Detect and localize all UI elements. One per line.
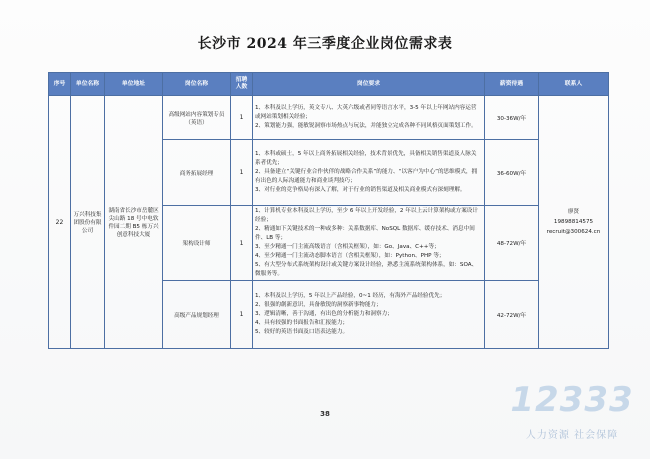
company-address-cell: 湖南省长沙市岳麓区尖山路 18 号中电软件园二期 B5 栋万兴创意科技大厦 <box>105 96 163 349</box>
position-cell: 商务拓展经理 <box>163 140 231 206</box>
requirement-item: 3、逻辑清晰，善于沟通，有出色的分析能力和洞察力； <box>255 311 393 317</box>
contact-name: 廖贤 <box>567 209 580 215</box>
salary-cell: 42-72W/年 <box>485 281 539 349</box>
requirement-item: 1、本科及以上学历，英文专八、大英六级或者同等语言水平，3-5 年以上年网站内容运营或网站策划相关经验； <box>255 105 477 120</box>
contact-phone: 19898814575 <box>553 219 594 225</box>
count-cell: 1 <box>231 281 253 349</box>
count-cell: 1 <box>231 206 253 281</box>
requirement-item: 3、至少精通一门主流高级语言（含相关框架），如：Go、Java、C++等； <box>255 244 440 250</box>
requirements-cell <box>253 140 485 206</box>
position-cell: 高级网站内容策划专员（英语） <box>163 96 231 140</box>
position-cell: 高级产品规划经理 <box>163 281 231 349</box>
page-title: 长沙市 2024 年三季度企业岗位需求表 <box>197 36 453 52</box>
count-cell: 1 <box>231 140 253 206</box>
header-position: 岗位名称 <box>163 73 231 96</box>
contact-email[interactable]: recruit@300624.cn <box>546 229 601 235</box>
table-header-row <box>49 73 609 96</box>
requirement-item: 4、至少精通一门主流动态脚本语言（含相关框架），如：Python、PHP 等； <box>255 253 445 259</box>
requirement-item: 2、很强的創新意识，具备敏锐的洞察新事物能力； <box>255 302 382 308</box>
count-cell: 1 <box>231 96 253 140</box>
contact-cell <box>539 96 609 349</box>
requirement-item: 3、对行业的竞争格局有深入了解，对于行业的销售渠道及相关商业模式有深刻理解。 <box>255 187 466 193</box>
header-count: 招聘人数 <box>231 73 253 96</box>
position-cell: 架构设计师 <box>163 206 231 281</box>
watermark-number: 12333 <box>510 380 634 420</box>
header-requirements: 岗位要求 <box>253 73 485 96</box>
requirement-item: 1、计算机专业本科及以上学历，至少 6 年以上开发经验，2 年以上云计算架构或方案设计经验； <box>255 208 478 223</box>
requirement-item: 2、具备建立“关键行业合作伙伴的战略合作关系”的能力、“以客户为中心”的思维模式，拥有出色的人际沟通能力和商业谈判技巧； <box>255 169 478 184</box>
table-row <box>49 96 609 140</box>
requirements-cell <box>253 281 485 349</box>
header-seq: 序号 <box>49 73 71 96</box>
requirements-cell <box>253 206 485 281</box>
salary-cell: 48-72W/年 <box>485 206 539 281</box>
requirements-cell <box>253 96 485 140</box>
header-contact: 联系人 <box>539 73 609 96</box>
header-salary: 薪资待遇 <box>485 73 539 96</box>
salary-cell: 30-36W/年 <box>485 96 539 140</box>
requirement-item: 2、策划能力强，能敏锐洞察市场热点与玩法，并能独立完成各种不同风格页面策划工作。 <box>255 123 477 129</box>
header-unit-name: 单位名称 <box>71 73 105 96</box>
requirement-item: 2、精通如下关键技术的一种或多种：关系数据库、NoSQL 数据库、缓存技术、消息中间件、LB 等； <box>255 226 475 241</box>
requirement-item: 1、本科或硕士，5 年以上商务拓展相关经验，技术背景优先，具备相关销售渠道及人脉关系者优先； <box>255 151 477 166</box>
header-unit-address: 单位地址 <box>105 73 163 96</box>
job-demand-table <box>48 72 609 349</box>
salary-cell: 36-60W/年 <box>485 140 539 206</box>
page-number: 38 <box>320 410 330 418</box>
requirement-item: 5、有大型分布式系统架构设计或关键方案设计经验，熟悉主流系统架构体系，如：SOA、微服务等。 <box>255 262 478 277</box>
company-name-cell: 万兴科技集团股份有限公司 <box>71 96 105 349</box>
requirement-item: 5、较好的英语书面及口语表达能力。 <box>255 329 349 335</box>
requirement-item: 4、具有较强的书面报告和汇报能力； <box>255 320 349 326</box>
requirement-item: 1、本科及以上学历，5 年以上产品经验，0~1 经历，有海外产品经验优先； <box>255 293 446 299</box>
watermark-text: 人力资源 社会保障 <box>525 430 619 441</box>
seq-cell: 22 <box>49 96 71 349</box>
